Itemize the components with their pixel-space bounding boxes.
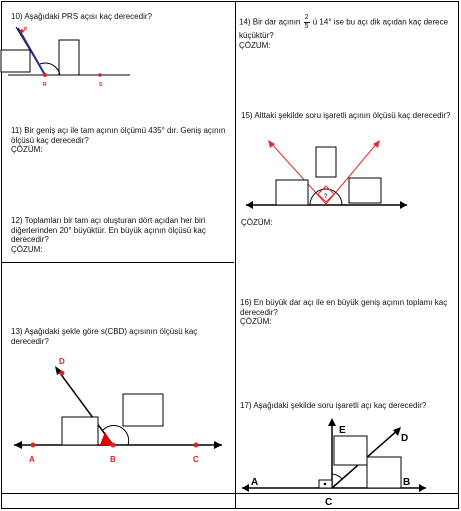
q17-angle-arc bbox=[332, 474, 342, 479]
q17-right-angle-dot bbox=[324, 483, 327, 486]
question-13-text: 13) Aşağıdaki şekle göre s(CBD) açısının ölçüsü kaç derecedir? bbox=[11, 327, 198, 346]
q17-box-right bbox=[367, 457, 401, 488]
question-11-solution-label: ÇÖZÜM: bbox=[11, 145, 43, 154]
question-14-solution-label: ÇÖZUM: bbox=[239, 40, 271, 50]
q13-label-d: D bbox=[59, 357, 65, 366]
q17-box-top bbox=[334, 436, 367, 465]
q17-label-e: E bbox=[339, 425, 346, 436]
q13-label-b: B bbox=[110, 455, 116, 464]
question-14-denominator: 5 bbox=[304, 23, 309, 30]
q10-label-r: R bbox=[43, 82, 47, 88]
q17-label-b: B bbox=[403, 477, 411, 488]
q17-arrow-e bbox=[328, 418, 336, 426]
question-10-text: 10) Aşağıdaki PRS açısı kaç derecedir? bbox=[11, 12, 152, 21]
q17-arrow-right bbox=[419, 484, 426, 492]
q13-label-c: C bbox=[193, 455, 199, 464]
question-16-solution-label: ÇÖZÜM: bbox=[240, 317, 272, 326]
question-12-solution-label: ÇÖZUM: bbox=[11, 244, 43, 254]
q15-question-mark: ? bbox=[324, 194, 328, 200]
q17-label-d: D bbox=[401, 433, 409, 444]
q17-label-c: C bbox=[325, 497, 333, 508]
question-12-text: 12) Toplamları bir tam açı oluşturan dört açıdan her biri diğerlerinden 20° büyüktür. En büyük açının ölçüsü kaç derecedir? bbox=[11, 216, 206, 244]
question-14-numerator: 2 bbox=[304, 14, 309, 21]
q17-label-a: A bbox=[251, 477, 259, 488]
question-14-post: ü 14° ise bu açı dik açıdan kaç derece küçüktür? bbox=[239, 17, 449, 40]
question-11-text: 11) Bir geniş açı ile tam açının ölçümü 435° dır. Geniş açının ölçüsü kaç derecedir? bbox=[11, 126, 226, 145]
q17-arrow-d bbox=[393, 427, 401, 436]
question-15-text: 15) Alttaki şekilde soru işaretli açının ölçüsü kaç derecedir? bbox=[241, 111, 451, 120]
question-14-pre: 14) Bir dar açının bbox=[239, 17, 301, 27]
q17-arrow-left bbox=[242, 484, 249, 492]
q13-label-a: A bbox=[29, 455, 35, 464]
question-15-solution-label: ÇÖZÜM: bbox=[241, 218, 273, 227]
question-16-text: 16) En büyük dar açı ile en büyük geniş açının toplamı kaç derecedir? bbox=[240, 298, 448, 317]
q10-label-p: P bbox=[24, 27, 28, 33]
q10-label-s: S bbox=[99, 82, 103, 88]
question-17-text: 17) Aşağıdaki şekilde soru işaretli açı kaç derecedir? bbox=[240, 401, 427, 410]
